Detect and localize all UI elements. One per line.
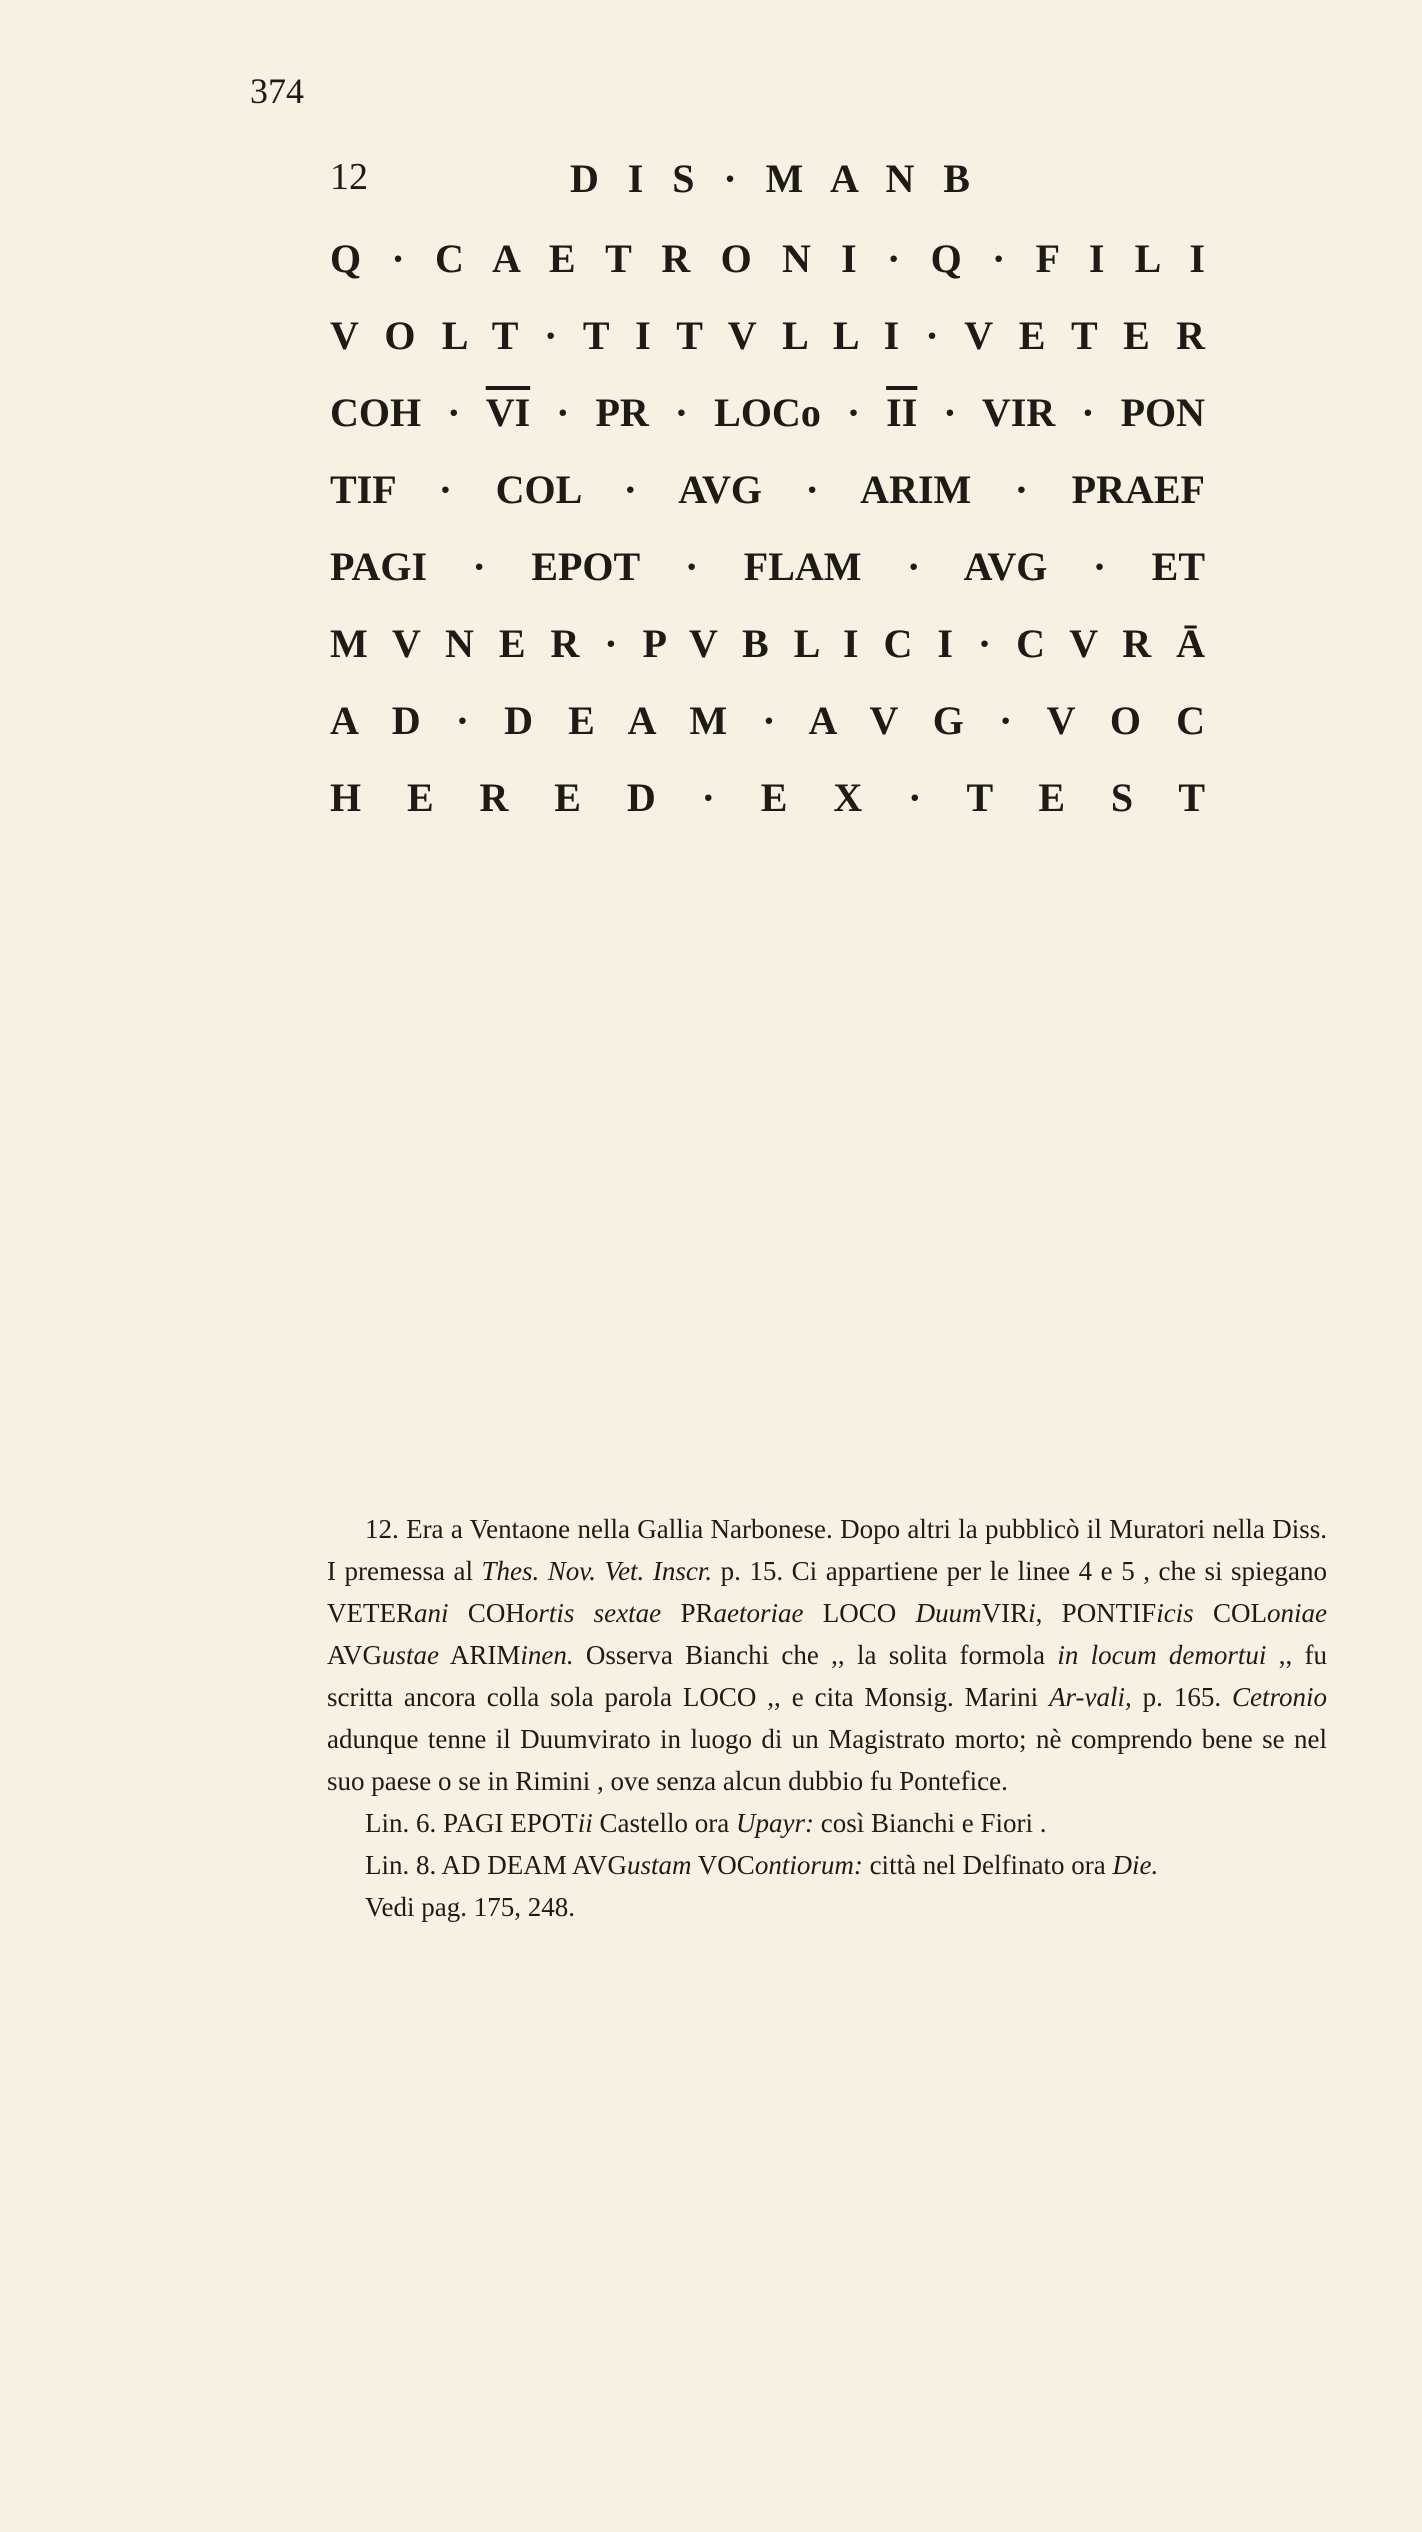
page-number: 374 — [250, 71, 304, 111]
italic-run: Cetronio — [1231, 1682, 1327, 1712]
commentary-paragraph-4: Vedi pag. 175, 248. — [365, 1892, 575, 1922]
text-run: ,, fu scritta ancora colla sola parola LOCO ,, e cita Monsig. Marini — [327, 1640, 1327, 1712]
inscription-number: 12 — [330, 156, 368, 198]
inscription-line-4-e: · VIR · PON — [917, 390, 1205, 435]
text-run: , PONTIF — [1035, 1598, 1157, 1628]
inscription-overlined-numeral: $\overline{VI}$ — [485, 390, 531, 435]
italic-run: ontiorum: — [754, 1850, 863, 1880]
text-run: Lin. 6. PAGI EPOT — [365, 1808, 578, 1838]
italic-run: aetoriae — [713, 1598, 804, 1628]
text-run: VIR — [981, 1598, 1029, 1628]
text-run: p. 165. — [1131, 1682, 1232, 1712]
italic-run: ani — [414, 1598, 449, 1628]
inscription-overlined-numeral: $\overline{II}$ — [886, 390, 918, 435]
text-run: VOC — [691, 1850, 755, 1880]
inscription-line-5: TIF · COL · AVG · ARIM · PRAEF — [330, 467, 1205, 512]
italic-run: in locum demortui — [1057, 1640, 1267, 1670]
italic-run: ustae — [382, 1640, 440, 1670]
italic-run: Thes. Nov. Vet. Inscr. — [481, 1556, 713, 1586]
inscription-line-4-c: · PR · LOCo · — [530, 390, 887, 435]
italic-run: ortis sextae — [524, 1598, 662, 1628]
commentary — [327, 1508, 1327, 1928]
inscription-line-7: M V N E R · P V B L I C I · C V R Ā — [330, 621, 1205, 666]
inscription-line-9: H E R E D · E X · T E S T — [330, 775, 1205, 820]
inscription-line-1: D I S · M A N B — [570, 156, 970, 201]
commentary-paragraph-2 — [327, 1802, 1327, 1844]
italic-run: Upayr: — [736, 1808, 814, 1838]
text-run: così Bianchi e Fiori . — [814, 1808, 1047, 1838]
text-run: COH — [448, 1598, 525, 1628]
italic-run: Duum — [915, 1598, 982, 1628]
text-run: AVG — [327, 1640, 383, 1670]
italic-run: ustam — [627, 1850, 692, 1880]
italic-run: Ar-vali, — [1049, 1682, 1132, 1712]
text-run: LOCO — [803, 1598, 916, 1628]
italic-run: i — [1028, 1598, 1036, 1628]
text-run: città nel Delfinato ora — [862, 1850, 1113, 1880]
inscription-line-4 — [330, 389, 1205, 436]
text-run: adunque tenne il Duumvirato in luogo di un Magistrato morto; nè comprendo bene se nel suo paese o se in Rimini , ove senza alcun dubbio fu Pontefice. — [327, 1724, 1327, 1796]
text-run: Lin. 8. AD DEAM AVG — [365, 1850, 628, 1880]
text-run: Osserva Bianchi che ,, la solita formola — [573, 1640, 1058, 1670]
text-run: PR — [661, 1598, 714, 1628]
text-run: 12. Era a Ventaone nella Gallia Narbonese. Dopo altri la pubblicò il Muratori nella Diss. I premessa al — [327, 1514, 1327, 1586]
italic-run: ii — [577, 1808, 593, 1838]
inscription-line-8: A D · D E A M · A V G · V O C — [330, 698, 1205, 743]
inscription-line-3: V O L T · T I T V L L I · V E T E R — [330, 313, 1205, 358]
commentary-paragraph-1 — [327, 1508, 1327, 1802]
text-run: COL — [1193, 1598, 1267, 1628]
text-run: Castello ora — [592, 1808, 737, 1838]
text-run: ARIM — [439, 1640, 521, 1670]
inscription-line-6: PAGI · EPOT · FLAM · AVG · ET — [330, 544, 1205, 589]
italic-run: icis — [1156, 1598, 1194, 1628]
italic-run: inen. — [520, 1640, 574, 1670]
commentary-paragraph-3 — [327, 1844, 1327, 1886]
inscription-line-4-a: COH · — [330, 390, 486, 435]
italic-run: Die. — [1112, 1850, 1159, 1880]
italic-run: oniae — [1267, 1598, 1327, 1628]
inscription-line-2: Q · C A E T R O N I · Q · F I L I — [330, 236, 1205, 281]
text-run: p. 15. Ci appartiene per le linee 4 e 5 , che si spiegano VETER — [327, 1556, 1327, 1628]
